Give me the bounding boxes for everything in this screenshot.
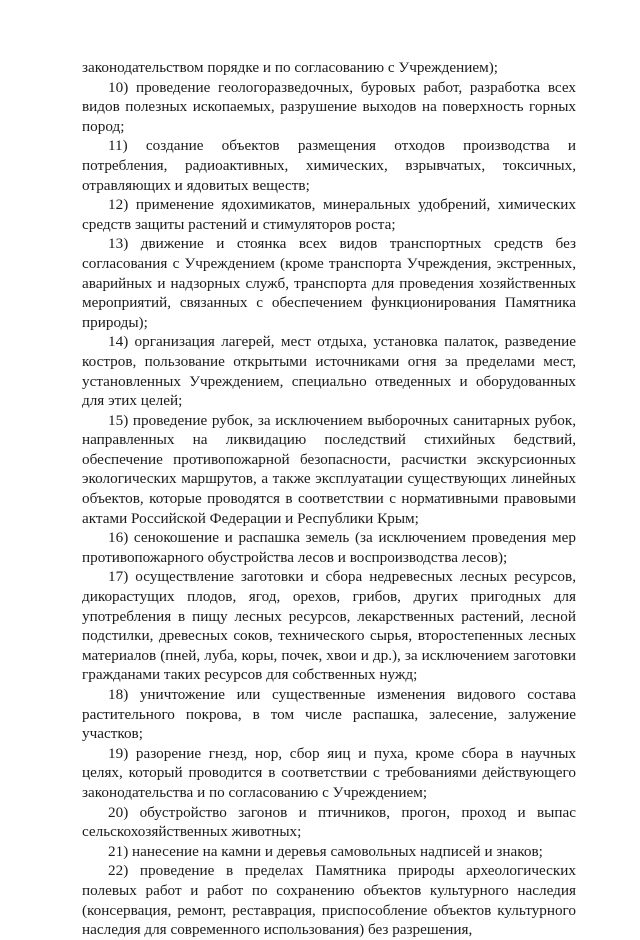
list-item-16: 16) сенокошение и распашка земель (за исключением проведения мер противопожарного обустройства лесов и воспроизводства лесов); [82, 529, 576, 566]
list-item-22: 22) проведение в пределах Памятника природы археологических полевых работ и работ по сохранению объектов культурного наследия (консервация, ремонт, реставрация, приспособление объектов культурного наследия для современного использования) без разрешения, [82, 862, 576, 939]
list-item-18: 18) уничтожение или существенные изменения видового состава растительного покрова, в том числе распашка, залесение, залужение участков; [82, 686, 576, 743]
list-item-21: 21) нанесение на камни и деревья самовольных надписей и знаков; [108, 842, 543, 860]
list-item-20: 20) обустройство загонов и птичников, прогон, проход и выпас сельскохозяйственных животных; [82, 803, 576, 841]
list-item-13: 13) движение и стоянка всех видов транспортных средств без согласования с Учреждением (кроме транспорта Учреждения, экстренных, аварийных и надзорных служб, транспорта для проведения хозяйственных мероприятий, связанных с обеспечением функционирования Памятника природы); [82, 235, 576, 331]
list-item-10: 10) проведение геологоразведочных, буровых работ, разработка всех видов полезных ископаемых, разрушение выходов на поверхность горных пород; [82, 78, 576, 135]
list-item-12: 12) применение ядохимикатов, минеральных удобрений, химических средств защиты растений и стимуляторов роста; [82, 196, 576, 233]
document-body [82, 58, 576, 940]
continuation-paragraph: законодательством порядке и по согласованию с Учреждением); [82, 59, 499, 76]
list-item-11: 11) создание объектов размещения отходов производства и потребления, радиоактивных, химических, взрывчатых, токсичных, отравляющих и ядовитых веществ; [82, 137, 576, 194]
list-item-14: 14) организация лагерей, мест отдыха, установка палаток, разведение костров, пользование открытыми источниками огня за пределами мест, установленных Учреждением, специально отведенных и оборудованных для этих целей; [82, 333, 576, 410]
list-item-19: 19) разорение гнезд, нор, сбор яиц и пуха, кроме сбора в научных целях, который проводится в соответствии с требованиями действующего законодательства и по согласованию с Учреждением; [82, 744, 576, 801]
list-item-15: 15) проведение рубок, за исключением выборочных санитарных рубок, направленных на ликвидацию последствий стихийных бедствий, обеспечение противопожарной безопасности, расчистки экскурсионных экологических маршрутов, а также эксплуатации существующих линейных объектов, которые проводятся в соответствии с нормативными правовыми актами Российской Федерации и Республики Крым; [82, 411, 576, 527]
list-item-17: 17) осуществление заготовки и сбора недревесных лесных ресурсов, дикорастущих плодов, ягод, орехов, грибов, других пригодных для употребления в пищу лесных ресурсов, лекарственных растений, лесной подстилки, древесных соков, технического сырья, второстепенных лесных материалов (пней, луба, коры, почек, хвои и др.), за исключением заготовки гражданами таких ресурсов для собственных нужд; [82, 568, 576, 684]
